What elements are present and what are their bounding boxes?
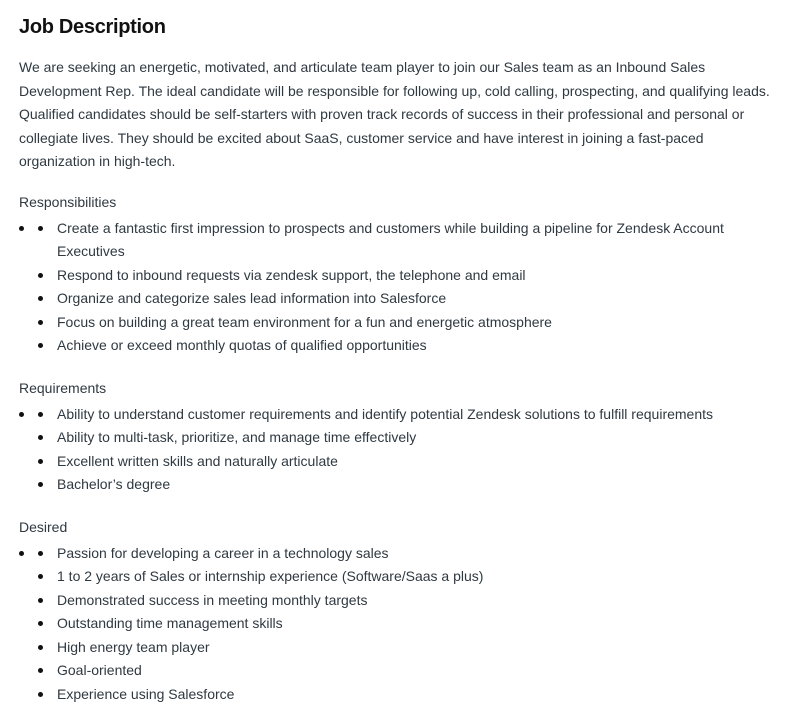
list-item: Experience using Salesforce [19, 683, 776, 707]
intro-paragraph: We are seeking an energetic, motivated, and articulate team player to join our Sales team as an Inbound Sales Development Rep. The ideal candidate will be responsible for following up, cold calling, prospecting, and qualifying leads. Qualified candidates should be self-starters with proven track records of success in their professional and personal or collegiate lives. They should be excited about SaaS, customer service and have interest in joining a fast-paced organization in high-tech. [19, 59, 770, 169]
responsibilities-list [19, 217, 776, 358]
list-item: Goal-oriented [19, 659, 776, 683]
list-item: Outstanding time management skills [19, 612, 776, 636]
list-item: High energy team player [19, 636, 776, 660]
list-item: Create a fantastic first impression to prospects and customers while building a pipeline for Zendesk Account Executives [19, 217, 776, 264]
section-label: Responsibilities [19, 193, 117, 210]
list-item: Focus on building a great team environment for a fun and energetic atmosphere [19, 311, 776, 335]
section-label: Desired [19, 518, 68, 535]
list-item: Organize and categorize sales lead information into Salesforce [19, 287, 776, 311]
list-item: Passion for developing a career in a technology sales [19, 542, 776, 566]
section-label: Requirements [19, 379, 107, 396]
requirements-list [19, 403, 776, 497]
list-item: Excellent written skills and naturally articulate [19, 450, 776, 474]
section-desired [19, 517, 776, 707]
list-item: Demonstrated success in meeting monthly targets [19, 589, 776, 613]
list-item: Ability to multi-task, prioritize, and manage time effectively [19, 426, 776, 450]
section-requirements [19, 378, 776, 497]
list-item: 1 to 2 years of Sales or internship experience (Software/Saas a plus) [19, 565, 776, 589]
section-responsibilities [19, 192, 776, 358]
list-item: Ability to understand customer requirements and identify potential Zendesk solutions to fulfill requirements [19, 403, 776, 427]
page-title: Job Description [19, 16, 166, 38]
list-item: Bachelor’s degree [19, 473, 776, 497]
list-item: Achieve or exceed monthly quotas of qualified opportunities [19, 334, 776, 358]
desired-list [19, 542, 776, 707]
list-item: Respond to inbound requests via zendesk support, the telephone and email [19, 264, 776, 288]
